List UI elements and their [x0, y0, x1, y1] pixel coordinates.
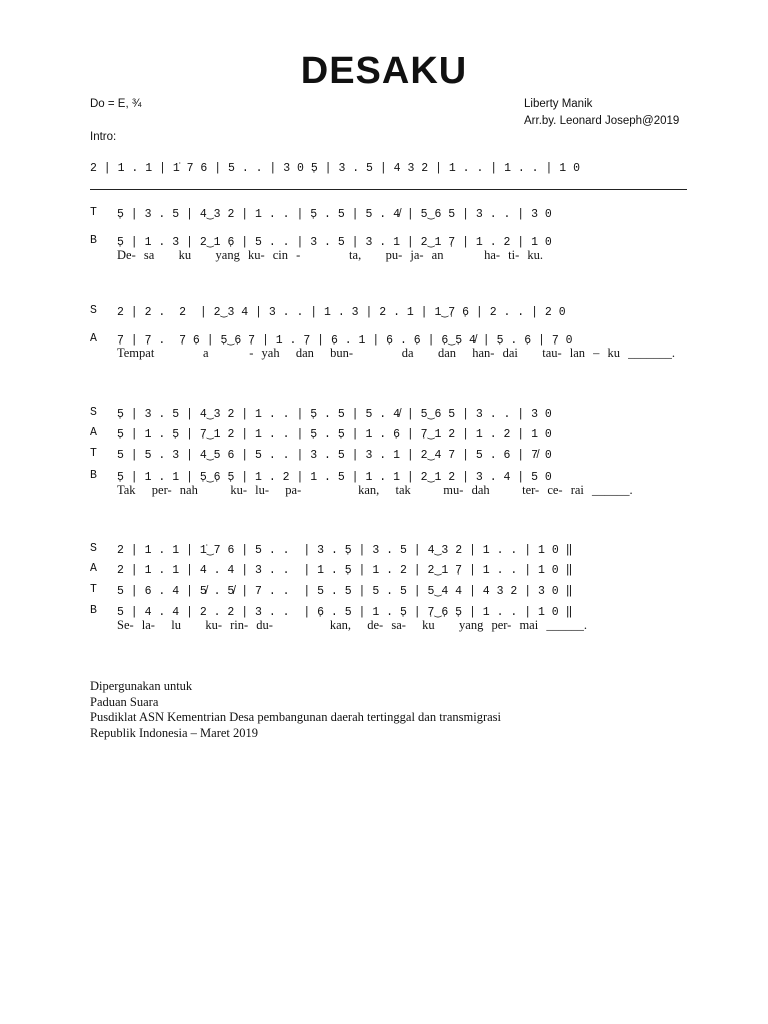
part-label-soprano: S	[90, 406, 97, 419]
part-label-tenor: T	[90, 206, 97, 219]
key-signature: Do = E, ¾	[90, 98, 142, 110]
bass-notation: 5̣ | 1 . 3 | 2‿1 6̣ | 5 . . | 3 . 5 | 3 . 1 | 2‿1 7̣ | 1 . 2 | 1 0	[117, 236, 552, 249]
intro-notation: 2 | 1 . 1 | 1̇ 7 6 | 5 . . | 3 0 5̣ | 3 . 5 | 4 3 2 | 1 . . | 1 . . | 1 0	[90, 162, 580, 175]
part-label-bass: B	[90, 604, 97, 617]
part-label-alto: A	[90, 332, 97, 345]
part-label-alto: A	[90, 426, 97, 439]
footer-choir: Paduan Suara	[90, 695, 159, 709]
part-label-soprano: S	[90, 542, 97, 555]
alto-notation: 5̣ | 1 . 5̣ | 7̣‿1 2 | 1 . . | 5̣ . 5̣ | 1 . 6̣ | 7̣‿1 2 | 1 . 2 | 1 0	[117, 428, 552, 441]
bass-notation: 5̣ | 1 . 1 | 5̣‿6̣ 5̣ | 1 . 2 | 1 . 5 | 1 . 1 | 2‿1 2 | 3 . 4 | 5 0	[117, 471, 552, 484]
alto-notation: 7̣ | 7̣ . 7̣ 6̣ | 5̣‿6̣ 7̣ | 1 . 7̣ | 6̣ . 1 | 6̣ . 6̣ | 6̣‿5̣ 4̸ | 5̣ . 6̣ | 7̣ 0	[117, 334, 573, 347]
footer-country-date: Republik Indonesia – Maret 2019	[90, 726, 259, 740]
intro-label: Intro:	[90, 131, 117, 143]
footer-usage: Dipergunakan untuk	[90, 679, 193, 693]
part-label-alto: A	[90, 562, 97, 575]
footer-institution: Pusdiklat ASN Kementrian Desa pembangunan daerah tertinggal dan transmigrasi	[90, 710, 502, 724]
arranger: Arr.by. Leonard Joseph@2019	[524, 115, 680, 127]
tenor-notation: 5̣ | 3 . 5 | 4‿3 2 | 1 . . | 5̣ . 5 | 5 . 4̸ | 5‿6 5 | 3 . . | 3 0	[117, 208, 552, 221]
lyrics-line: Tak per- nah ku- lu- pa- kan, tak mu- dah ter- ce- rai ______.	[117, 483, 633, 497]
divider-line	[90, 189, 687, 190]
soprano-notation: 2 | 1 . 1 | 1̇‿7 6 | 5 . . | 3 . 5̣ | 3 . 5 | 4‿3 2 | 1 . . | 1 0 ‖	[117, 544, 573, 557]
tenor-notation: 5 | 5 . 3 | 4‿5 6 | 5 . . | 3 . 5 | 3 . 1 | 2‿4 7 | 5 . 6 | 7̸ 0	[117, 449, 552, 462]
lyrics-line: De- sa ku yang ku- cin - ta, pu- ja- an ha- ti- ku.	[117, 248, 544, 262]
song-title: DESAKU	[300, 50, 468, 92]
soprano-notation: 2 | 2 . 2 | 2‿3 4 | 3 . . | 1 . 3 | 2 . 1 | 1‿7̣ 6̣ | 2 . . | 2 0	[117, 306, 566, 319]
part-label-tenor: T	[90, 583, 97, 596]
soprano-notation: 5̣ | 3 . 5 | 4‿3 2 | 1 . . | 5̣ . 5 | 5 . 4̸ | 5‿6 5 | 3 . . | 3 0	[117, 408, 552, 421]
lyrics-line: Tempat a - yah dan bun- da dan han- dai tau- lan – ku _______.	[117, 346, 676, 360]
bass-notation: 5 | 4 . 4 | 2 . 2 | 3 . . | 6̣ . 5 | 1 . 5̣ | 7̣‿6̣ 5̣ | 1 . . | 1 0 ‖	[117, 606, 573, 619]
part-label-tenor: T	[90, 447, 97, 460]
part-label-soprano: S	[90, 304, 97, 317]
composer: Liberty Manik	[524, 98, 593, 110]
lyrics-line: Se- la- lu ku- rin- du- kan, de- sa- ku yang per- mai ______.	[117, 618, 587, 632]
part-label-bass: B	[90, 234, 97, 247]
alto-notation: 2 | 1 . 1 | 4 . 4 | 3 . . | 1 . 5̣ | 1 . 2 | 2‿1 7̣ | 1 . . | 1 0 ‖	[117, 564, 573, 577]
part-label-bass: B	[90, 469, 97, 482]
tenor-notation: 5 | 6 . 4 | 5̸ . 5̸ | 7 . . | 5 . 5 | 5 . 5 | 5‿4 4 | 4 3 2 | 3 0 ‖	[117, 585, 573, 598]
